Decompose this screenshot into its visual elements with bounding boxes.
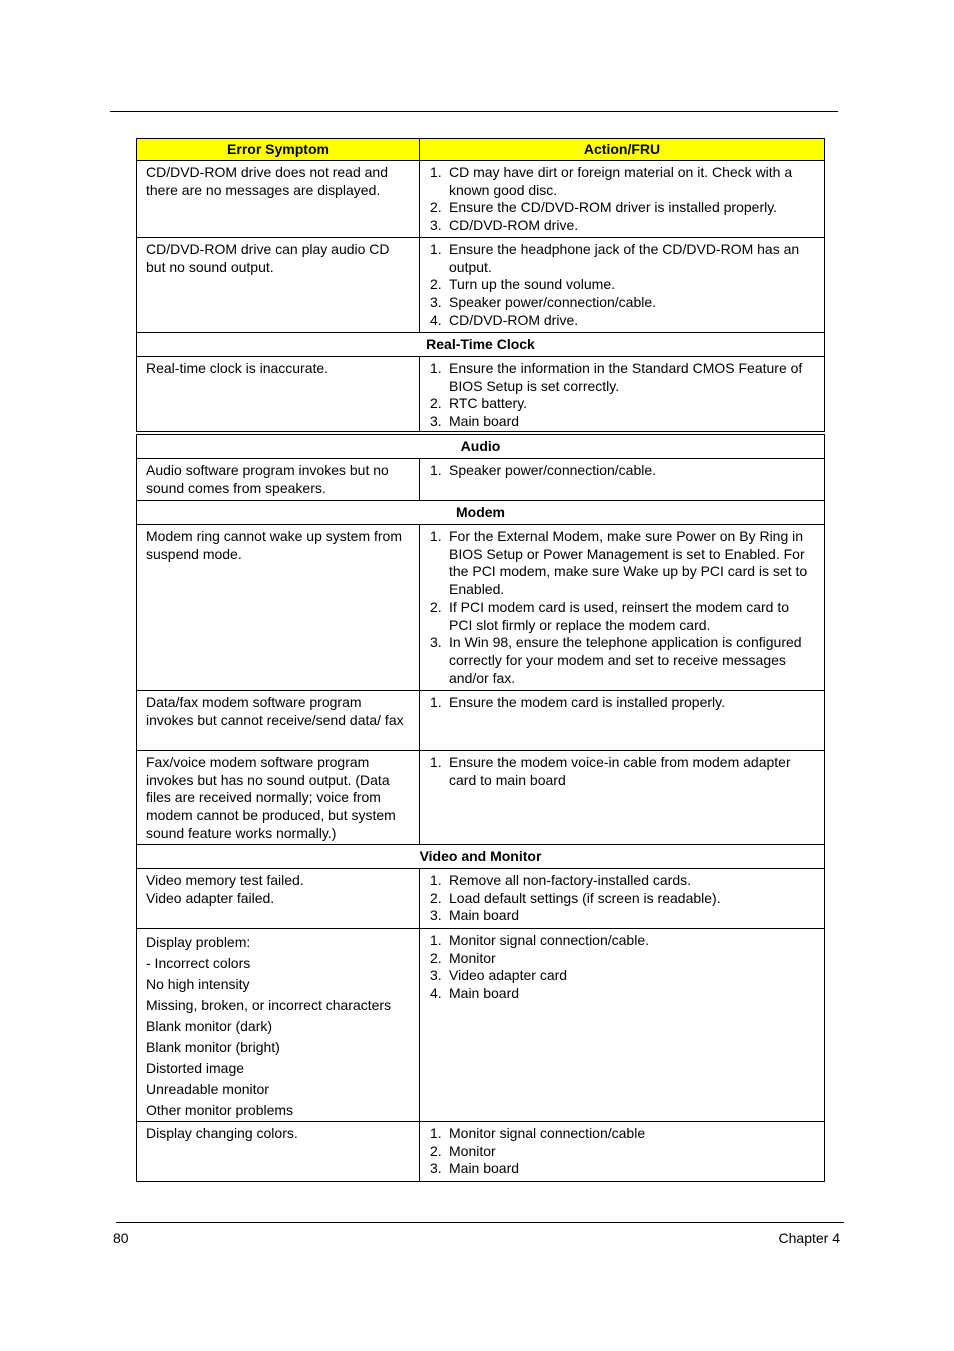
table-row [137, 691, 825, 751]
table-row [137, 1122, 825, 1182]
list-item [429, 907, 816, 925]
table-row [137, 357, 825, 432]
list-number: 3. [430, 413, 442, 430]
error-symptom-cell [137, 929, 420, 1122]
action-text: Turn up the sound volume. [449, 276, 616, 293]
symptom-line: - Incorrect colors [146, 955, 251, 971]
list-number: 1. [430, 932, 442, 948]
action-list [429, 1125, 816, 1178]
action-fru-cell [420, 929, 825, 1122]
action-fru-cell [420, 459, 825, 501]
section-title: Real-Time Clock [137, 333, 825, 357]
list-number: 3. [430, 634, 442, 651]
action-text: Main board [449, 907, 520, 924]
list-number: 2. [430, 276, 442, 293]
list-number: 3. [430, 907, 442, 924]
symptom-line: CD/DVD-ROM drive does not read and there are no messages are displayed. [146, 164, 388, 198]
action-fru-cell [420, 238, 825, 333]
symptom-line: Display changing colors. [146, 1125, 298, 1141]
list-number: 1. [430, 694, 442, 710]
list-number: 1. [430, 164, 442, 180]
error-symptom-cell [137, 751, 420, 845]
symptom-line: Blank monitor (bright) [146, 1039, 280, 1055]
table-row [137, 161, 825, 238]
list-item [429, 1143, 816, 1161]
action-text: Main board [449, 413, 520, 430]
action-text: CD may have dirt or foreign material on it. Check with a known good disc. [449, 164, 793, 198]
action-fru-cell [420, 161, 825, 238]
action-text: Ensure the modem voice-in cable from modem adapter card to main board [449, 754, 791, 788]
action-text: Main board [449, 985, 520, 1002]
action-list [429, 164, 816, 235]
action-fru-cell [420, 751, 825, 845]
list-item [429, 294, 816, 312]
troubleshooting-table [136, 138, 825, 1182]
table-row [137, 869, 825, 929]
symptom-line: Missing, broken, or incorrect characters [146, 997, 392, 1013]
symptom-line: Audio software program invokes but no sound comes from speakers. [146, 462, 389, 496]
list-item [429, 694, 816, 712]
list-item [429, 890, 816, 908]
table-row [137, 929, 825, 1122]
action-text: Ensure the modem card is installed properly. [449, 694, 725, 710]
action-fru-cell [420, 357, 825, 432]
table-row [137, 459, 825, 501]
list-number: 1. [430, 528, 442, 544]
action-fru-cell [420, 525, 825, 691]
symptom-line: No high intensity [146, 976, 250, 992]
list-number: 1. [430, 872, 442, 888]
list-item [429, 1125, 816, 1143]
symptom-line: Distorted image [146, 1060, 245, 1076]
list-item [429, 872, 816, 890]
list-item [429, 312, 816, 330]
symptom-line: Display problem: [146, 934, 251, 950]
list-item [429, 241, 816, 276]
chapter-label: Chapter 4 [778, 1230, 840, 1246]
list-number: 1. [430, 241, 442, 257]
error-symptom-cell [137, 459, 420, 501]
action-list [429, 754, 816, 789]
error-symptom-cell [137, 357, 420, 432]
action-text: Speaker power/connection/cable. [449, 462, 657, 478]
section-title: Video and Monitor [137, 845, 825, 869]
action-list [429, 241, 816, 330]
footer-rule [116, 1222, 844, 1223]
action-text: Remove all non-factory-installed cards. [449, 872, 691, 888]
list-item [429, 395, 816, 413]
action-text: If PCI modem card is used, reinsert the modem card to PCI slot firmly or replace the modem card. [449, 598, 790, 633]
list-item [429, 634, 816, 687]
list-item [429, 360, 816, 395]
table-row [137, 525, 825, 691]
list-number: 1. [430, 1125, 442, 1141]
symptom-line: Video adapter failed. [146, 889, 275, 906]
list-number: 3. [430, 967, 442, 984]
list-number: 3. [430, 294, 442, 311]
list-number: 2. [430, 1142, 442, 1159]
symptom-line: Modem ring cannot wake up system from suspend mode. [146, 528, 402, 562]
list-item [429, 413, 816, 431]
error-symptom-cell [137, 161, 420, 238]
list-number: 4. [430, 311, 442, 328]
error-symptom-cell [137, 238, 420, 333]
action-text: Speaker power/connection/cable. [449, 294, 657, 311]
column-header-action-fru: Action/FRU [420, 139, 825, 161]
section-title: Audio [137, 435, 825, 459]
action-list [429, 932, 816, 1003]
symptom-line: CD/DVD-ROM drive can play audio CD but no sound output. [146, 241, 390, 275]
list-item [429, 164, 816, 199]
list-number: 1. [430, 462, 442, 478]
action-text: CD/DVD-ROM drive. [449, 217, 579, 234]
symptom-line: Real-time clock is inaccurate. [146, 360, 329, 376]
list-item [429, 462, 816, 480]
symptom-line: Unreadable monitor [146, 1081, 269, 1097]
page-number: 80 [113, 1230, 129, 1246]
section-row [137, 333, 825, 357]
list-item [429, 217, 816, 235]
list-number: 1. [430, 360, 442, 376]
list-item [429, 528, 816, 599]
list-item [429, 599, 816, 634]
action-fru-cell [420, 869, 825, 929]
list-number: 4. [430, 985, 442, 1002]
list-number: 2. [430, 199, 442, 216]
error-symptom-cell [137, 525, 420, 691]
list-number: 2. [430, 889, 442, 906]
action-text: Ensure the CD/DVD-ROM driver is installed properly. [449, 199, 778, 216]
list-item [429, 985, 816, 1003]
action-text: Load default settings (if screen is readable). [449, 889, 721, 906]
symptom-line: Video memory test failed. [146, 872, 304, 888]
action-text: Monitor signal connection/cable. [449, 932, 650, 948]
error-symptom-cell [137, 1122, 420, 1182]
table-row [137, 238, 825, 333]
section-row [137, 845, 825, 869]
action-list [429, 360, 816, 431]
list-item [429, 754, 816, 789]
section-title: Modem [137, 501, 825, 525]
list-item [429, 967, 816, 985]
action-fru-cell [420, 1122, 825, 1182]
action-list [429, 462, 816, 480]
action-text: CD/DVD-ROM drive. [449, 311, 579, 328]
list-number: 3. [430, 1160, 442, 1177]
list-item [429, 1160, 816, 1178]
action-list [429, 872, 816, 925]
list-number: 3. [430, 217, 442, 234]
action-text: Monitor [449, 949, 496, 966]
list-item [429, 199, 816, 217]
action-text: Monitor signal connection/cable [449, 1125, 646, 1141]
list-item [429, 950, 816, 968]
action-text: For the External Modem, make sure Power on By Ring in BIOS Setup or Power Management is set to Enabled. For the PCI modem, make sure Wake up by PCI card is set to Enabled. [449, 528, 808, 598]
column-header-error-symptom: Error Symptom [137, 139, 420, 161]
action-text: RTC battery. [449, 395, 528, 412]
table-row [137, 751, 825, 845]
list-item [429, 932, 816, 950]
action-text: Ensure the headphone jack of the CD/DVD-ROM has an output. [449, 241, 800, 275]
list-item [429, 276, 816, 294]
section-row [137, 501, 825, 525]
list-number: 2. [430, 395, 442, 412]
error-symptom-cell [137, 691, 420, 751]
action-list [429, 528, 816, 687]
symptom-line: Fax/voice modem software program invokes but has no sound output. (Data files are received normally; voice from modem cannot be produced, but system sound feature works normally.) [146, 754, 396, 841]
header-rule [110, 111, 838, 112]
action-text: Video adapter card [449, 967, 568, 984]
list-number: 2. [430, 949, 442, 966]
section-row [137, 435, 825, 459]
symptom-line: Other monitor problems [146, 1102, 294, 1118]
list-number: 2. [430, 598, 442, 615]
list-number: 1. [430, 754, 442, 770]
symptom-line: Blank monitor (dark) [146, 1018, 273, 1034]
action-text: Ensure the information in the Standard CMOS Feature of BIOS Setup is set correctly. [449, 360, 803, 394]
action-text: In Win 98, ensure the telephone application is configured correctly for your modem and set to receive messages and/or fax. [449, 634, 802, 686]
action-text: Monitor [449, 1142, 496, 1159]
action-list [429, 694, 816, 712]
symptom-line: Data/fax modem software program invokes but cannot receive/send data/ fax [146, 694, 404, 728]
action-text: Main board [449, 1160, 520, 1177]
action-fru-cell [420, 691, 825, 751]
error-symptom-cell [137, 869, 420, 929]
